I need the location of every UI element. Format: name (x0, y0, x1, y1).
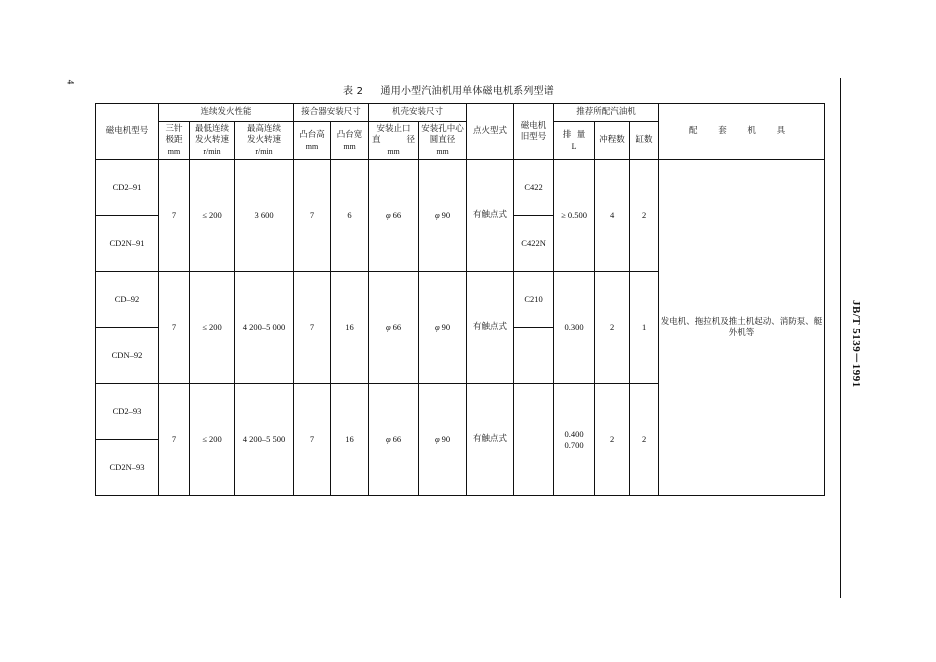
boss-width-unit: mm (343, 141, 356, 151)
col-hole-circle-header (419, 122, 467, 160)
hole-circle-cell (419, 272, 467, 384)
boss-width-cell: 6 (331, 160, 369, 272)
hole-circle-value: 90 (441, 322, 451, 332)
max-speed-unit: r/min (255, 147, 273, 156)
col-strokes-header: 冲程数 (595, 122, 630, 160)
displacement-cell (554, 272, 595, 384)
old-model-cell: C422N (514, 216, 554, 272)
old-model-header-text: 磁电机旧型号 (520, 120, 547, 142)
col-cylinders-header: 缸数 (630, 122, 659, 160)
strokes-cell: 2 (595, 384, 630, 496)
displacement-header-a: 排 (562, 129, 572, 140)
applications-cell: 发电机、拖拉机及推土机起动、消防泵、艇外机等 (659, 160, 825, 496)
boss-height-header-text: 凸台高 (299, 129, 325, 140)
col-applications-header (659, 104, 825, 160)
col-stop-diameter-header (369, 122, 419, 160)
displacement-value: 0.300 (564, 322, 584, 332)
magneto-spec-table (95, 103, 825, 496)
stop-diameter-header-line2 (369, 135, 418, 146)
gap-cell: 7 (159, 272, 190, 384)
model-cell: CD2–93 (96, 384, 159, 440)
stop-diameter-header-line1: 安装止口 (376, 124, 411, 134)
margin-rule (840, 78, 841, 598)
col-boss-width-header (331, 122, 369, 160)
col-displacement-header (554, 122, 595, 160)
applications-header-text: 配 套 机 具 (689, 126, 795, 136)
hole-circle-cell (419, 384, 467, 496)
boss-width-cell: 16 (331, 384, 369, 496)
table-title-text: 通用小型汽油机用单体磁电机系列型谱 (380, 86, 554, 97)
max-speed-cell: 4 200–5 500 (235, 384, 294, 496)
phi-symbol: φ (385, 210, 391, 220)
header-row-1 (96, 104, 825, 122)
phi-symbol: φ (434, 210, 440, 220)
min-speed-cell: ≤ 200 (190, 384, 235, 496)
stop-diameter-cell (369, 384, 419, 496)
min-speed-cell: ≤ 200 (190, 272, 235, 384)
adapter-group-header: 接合器安装尺寸 (294, 104, 369, 122)
stop-diameter-header-b: 径 (406, 135, 416, 145)
strokes-cell: 2 (595, 272, 630, 384)
table-number: 表 2 (343, 86, 364, 97)
gap-cell: 7 (159, 160, 190, 272)
model-cell: CD2–91 (96, 160, 159, 216)
max-speed-header-text: 最高连续发火转速 (247, 124, 282, 145)
old-model-cell: C422 (514, 160, 554, 216)
hole-circle-cell (419, 160, 467, 272)
cylinders-cell: 1 (630, 272, 659, 384)
boss-height-cell: 7 (294, 160, 331, 272)
cylinders-cell: 2 (630, 384, 659, 496)
model-cell: CD–92 (96, 272, 159, 328)
stop-diameter-cell (369, 272, 419, 384)
old-model-cell (514, 328, 554, 384)
col-ignition-header: 点火型式 (467, 104, 514, 160)
displacement-header-text (554, 130, 594, 141)
cylinders-cell: 2 (630, 160, 659, 272)
phi-symbol: φ (385, 322, 391, 332)
stop-diameter-value: 66 (392, 434, 402, 444)
phi-symbol: φ (434, 434, 440, 444)
min-speed-unit: r/min (203, 147, 221, 156)
gap-header-text: 三针极距 (165, 124, 183, 145)
ignition-cell: 有触点式 (467, 160, 514, 272)
boss-width-header-text: 凸台宽 (336, 129, 363, 140)
boss-width-cell: 16 (331, 272, 369, 384)
ignition-cell: 有触点式 (467, 384, 514, 496)
displacement-value-2: 0.700 (564, 439, 584, 450)
hole-circle-header-text: 安装孔中心圆直径 (421, 124, 464, 145)
col-min-speed-header (190, 122, 235, 160)
displacement-unit: L (571, 141, 577, 151)
boss-height-cell: 7 (294, 384, 331, 496)
displacement-header-b: 量 (576, 129, 586, 140)
standard-code-label: JB/T 5139－1991 (850, 300, 862, 388)
col-old-model-header (514, 104, 554, 160)
displacement-value: 0.400 (564, 428, 584, 439)
table-title (343, 82, 683, 97)
stop-diameter-cell (369, 160, 419, 272)
strokes-cell: 4 (595, 160, 630, 272)
displacement-value: ≥ 0.500 (561, 210, 588, 220)
model-cell: CDN–92 (96, 328, 159, 384)
phi-symbol: φ (385, 434, 391, 444)
stop-diameter-value: 66 (392, 210, 402, 220)
col-model-header: 磁电机型号 (96, 104, 159, 160)
old-model-cell: C210 (514, 272, 554, 328)
max-speed-cell: 4 200–5 000 (235, 272, 294, 384)
stop-diameter-unit: mm (387, 147, 400, 156)
housing-group-header: 机壳安装尺寸 (369, 104, 467, 122)
model-cell: CD2N–93 (96, 440, 159, 496)
col-boss-height-header (294, 122, 331, 160)
col-max-speed-header (235, 122, 294, 160)
engine-group-header: 推荐所配汽油机 (554, 104, 659, 122)
old-model-cell (514, 384, 554, 496)
min-speed-cell: ≤ 200 (190, 160, 235, 272)
hole-circle-value: 90 (441, 210, 451, 220)
max-speed-cell: 3 600 (235, 160, 294, 272)
col-gap-header (159, 122, 190, 160)
gap-unit: mm (167, 147, 181, 156)
gap-cell: 7 (159, 384, 190, 496)
ignition-cell: 有触点式 (467, 272, 514, 384)
min-speed-header-text: 最低连续发火转速 (194, 124, 229, 145)
hole-circle-value: 90 (441, 434, 451, 444)
boss-height-cell: 7 (294, 272, 331, 384)
firing-group-header: 连续发火性能 (159, 104, 294, 122)
displacement-cell (554, 384, 595, 496)
boss-height-unit: mm (305, 141, 319, 151)
page-number: 4 (65, 79, 76, 85)
stop-diameter-header-a: 直 (372, 135, 381, 145)
hole-circle-unit: mm (436, 147, 449, 156)
table-row (96, 160, 825, 216)
stop-diameter-value: 66 (392, 322, 402, 332)
phi-symbol: φ (434, 322, 440, 332)
displacement-cell (554, 160, 595, 272)
model-cell: CD2N–91 (96, 216, 159, 272)
